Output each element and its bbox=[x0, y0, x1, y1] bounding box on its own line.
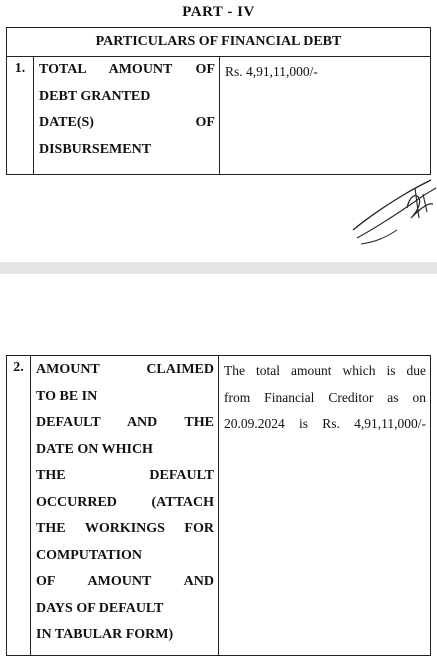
label-line: OF AMOUNT AND bbox=[36, 574, 214, 589]
label-line: AMOUNT CLAIMED bbox=[36, 362, 214, 377]
label-line: DISBURSEMENT bbox=[39, 141, 152, 157]
signature bbox=[345, 168, 437, 248]
label-line: TO BE IN bbox=[36, 388, 98, 404]
row-value bbox=[219, 356, 431, 656]
label-line: TOTAL AMOUNT OF bbox=[39, 62, 215, 77]
value-line: from Financial Creditor as on bbox=[224, 389, 426, 405]
label-line: THE DEFAULT bbox=[36, 468, 214, 483]
label-line: THE WORKINGS FOR bbox=[36, 521, 214, 536]
row-value bbox=[220, 57, 431, 175]
label-line: IN TABULAR FORM) bbox=[36, 627, 174, 642]
financial-debt-table bbox=[6, 27, 431, 175]
row-number: 1. bbox=[7, 57, 34, 175]
label-line: DEFAULT AND THE bbox=[36, 415, 214, 430]
value-line: 20.09.2024 is Rs. 4,91,11,000/- bbox=[224, 416, 426, 431]
table-header: PARTICULARS OF FINANCIAL DEBT bbox=[7, 28, 431, 57]
label-line: OCCURRED (ATTACH bbox=[36, 494, 214, 510]
row-label bbox=[34, 57, 220, 175]
label-line: DEBT GRANTED bbox=[39, 88, 151, 104]
value-line: The total amount which is due bbox=[224, 363, 426, 378]
default-claim-table bbox=[6, 355, 431, 656]
table-row bbox=[7, 57, 431, 175]
table-row bbox=[7, 356, 431, 656]
label-line: DAYS OF DEFAULT bbox=[36, 600, 164, 616]
row-label bbox=[31, 356, 219, 656]
row-number: 2. bbox=[7, 356, 31, 656]
label-line: DATE(S) OF bbox=[39, 115, 215, 130]
label-line: COMPUTATION bbox=[36, 547, 143, 563]
value-text: Rs. 4,91,11,000/- bbox=[225, 64, 318, 79]
label-line: DATE ON WHICH bbox=[36, 441, 153, 457]
page-separator bbox=[0, 262, 437, 274]
part-heading: PART - IV bbox=[182, 4, 255, 20]
